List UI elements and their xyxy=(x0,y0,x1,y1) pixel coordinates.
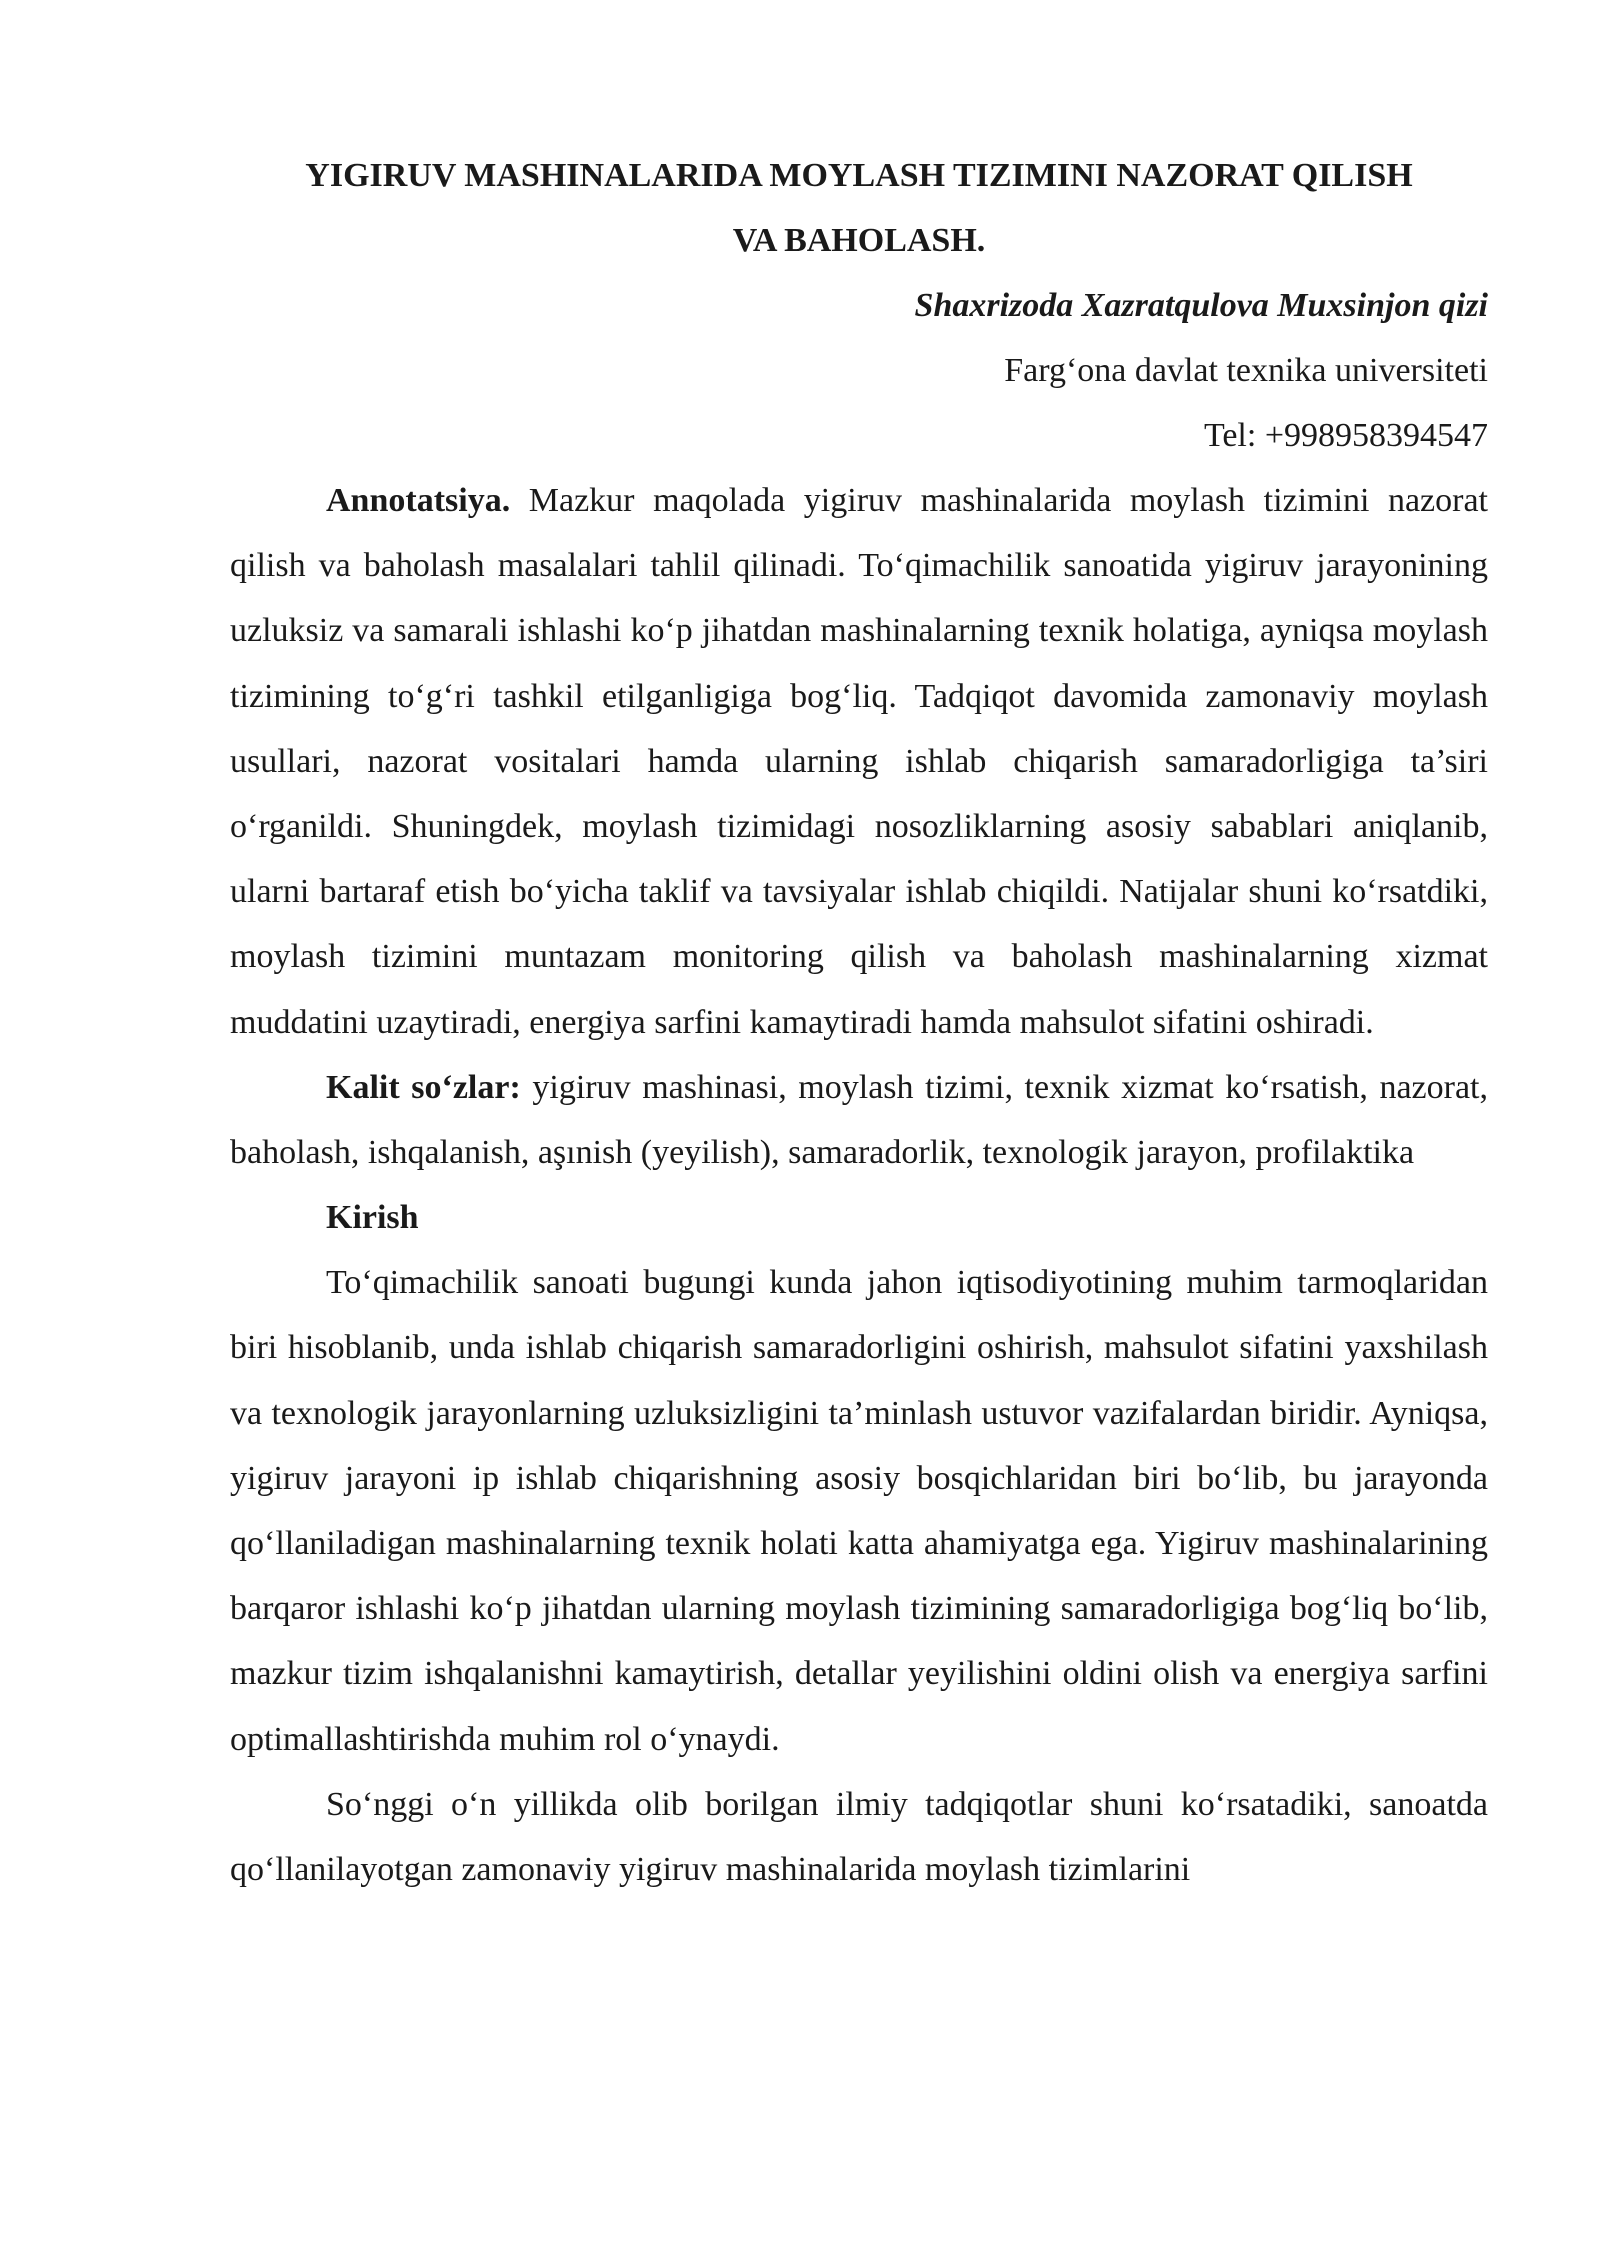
title-line-1: YIGIRUV MASHINALARIDA MOYLASH TIZIMINI NAZORAT QILISH xyxy=(305,157,1413,194)
abstract-label: Annotatsiya. xyxy=(326,482,511,519)
abstract-text: Mazkur maqolada yigiruv mashinalarida moylash tizimini nazorat qilish va baholash masalalari tahlil qilinadi. To‘qimachilik sanoatida yigiruv jarayonining uzluksiz va samarali ishlashi ko‘p jihatdan mashinalarning texnik holatiga, ayniqsa moylash tizimining to‘g‘ri tashkil etilganligiga bog‘liq. Tadqiqot davomida zamonaviy moylash usullari, nazorat vositalari hamda ularning ishlab chiqarish samaradorligiga ta’siri o‘rganildi. Shuningdek, moylash tizimidagi nosozliklarning asosiy sabablari aniqlanib, ularni bartaraf etish bo‘yicha taklif va tavsiyalar ishlab chiqildi. Natijalar shuni ko‘rsatdiki, moylash tizimini muntazam monitoring qilish va baholash mashinalarning xizmat muddatini uzaytiradi, energiya sarfini kamaytiradi hamda mahsulot sifatini oshiradi. xyxy=(230,482,1488,1041)
author-name: Shaxrizoda Xazratqulova Muxsinjon qizi xyxy=(914,287,1488,324)
keywords-label: Kalit so‘zlar: xyxy=(326,1068,521,1106)
intro-paragraph-2: So‘nggi o‘n yillikda olib borilgan ilmiy tadqiqotlar shuni ko‘rsatadiki, sanoatda qo‘llanilayotgan zamonaviy yigiruv mashinalarida moylash tizimlarini xyxy=(230,1785,1488,1889)
section-heading-introduction: Kirish xyxy=(326,1199,419,1237)
author-affiliation: Farg‘ona davlat texnika universiteti xyxy=(1004,352,1488,389)
author-phone: Tel: +998958394547 xyxy=(1203,417,1488,454)
abstract-paragraph xyxy=(230,468,1488,1055)
keywords-text: yigiruv mashinasi, moylash tizimi, texnik xizmat ko‘rsatish, nazorat, baholash, ishqalanish, aşınish (yeyilish), samaradorlik, texnologik jarayon, profilaktika xyxy=(230,1068,1488,1172)
document-page xyxy=(230,143,1488,1902)
intro-paragraph-1: To‘qimachilik sanoati bugungi kunda jahon iqtisodiyotining muhim tarmoqlaridan biri hisoblanib, unda ishlab chiqarish samaradorligini oshirish, mahsulot sifatini yaxshilash va texnologik jarayonlarning uzluksizligini ta’minlash ustuvor vazifalardan biridir. Ayniqsa, yigiruv jarayoni ip ishlab chiqarishning asosiy bosqichlaridan biri bo‘lib, bu jarayonda qo‘llaniladigan mashinalarning texnik holati katta ahamiyatga ega. Yigiruv mashinalarining barqaror ishlashi ko‘p jihatdan ularning moylash tizimining samaradorligiga bog‘liq bo‘lib, mazkur tizim ishqalanishni kamaytirish, detallar yeyilishini oldini olish va energiya sarfini optimallashtirishda muhim rol o‘ynaydi. xyxy=(230,1264,1488,1758)
paper-title xyxy=(230,143,1488,273)
keywords-paragraph xyxy=(230,1055,1488,1185)
title-line-2: VA BAHOLASH. xyxy=(732,222,986,259)
